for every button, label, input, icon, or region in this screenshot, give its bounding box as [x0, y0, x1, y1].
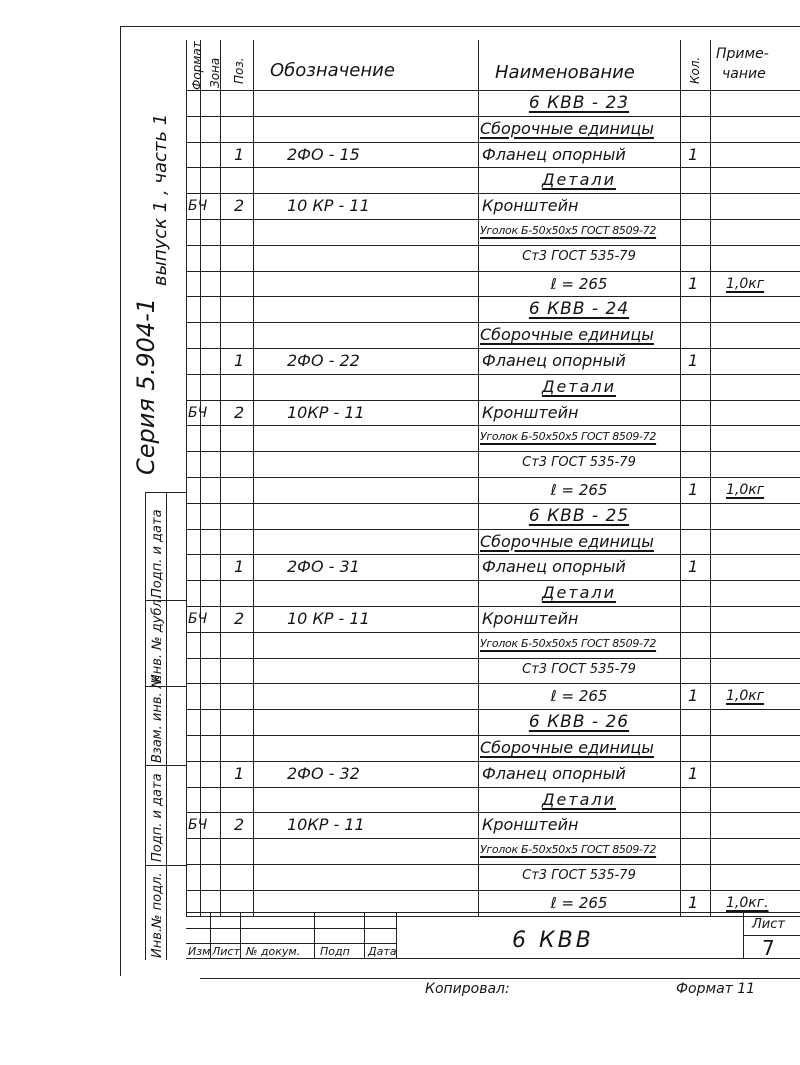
- table-row-line: [186, 374, 800, 375]
- table-row-line: [186, 271, 800, 272]
- name-cell: Сборочные единицы: [480, 118, 654, 138]
- table-header-line: [186, 90, 800, 91]
- name-cell: 6 КВВ - 26: [528, 712, 630, 733]
- name-cell: Кронштейн: [482, 402, 579, 422]
- note-cell: 1,0кг: [726, 688, 765, 705]
- table-row-line: [186, 425, 800, 426]
- table-row-line: [186, 812, 800, 813]
- header-zone: Зона: [208, 57, 222, 88]
- pos-cell: 2: [234, 402, 245, 422]
- series-label: Серия 5.904-1: [132, 297, 160, 475]
- pos-cell: 2: [234, 815, 245, 835]
- pos-cell: 1: [234, 351, 245, 370]
- name-cell: Сборочные единицы: [480, 531, 654, 551]
- table-row-line: [186, 709, 800, 710]
- format-cell: БЧ: [188, 198, 208, 215]
- table-row-line: [186, 683, 800, 684]
- name-cell: Детали: [541, 789, 617, 809]
- name-cell: Уголок Б-50х50х5 ГОСТ 8509-72: [480, 843, 657, 857]
- title-block-col: [364, 912, 365, 958]
- table-row-line: [186, 554, 800, 555]
- qty-cell: 1: [688, 557, 699, 577]
- name-cell: ℓ = 265: [550, 274, 608, 293]
- pos-cell: 1: [234, 144, 245, 164]
- title-col-label: Изм: [188, 945, 211, 958]
- note-cell: 1,0кг: [726, 275, 765, 292]
- pos-cell: 2: [234, 609, 245, 628]
- stamp-label: Взам. инв. №: [150, 674, 165, 763]
- name-cell: Ст3 ГОСТ 535-79: [522, 248, 636, 264]
- format-cell: БЧ: [188, 611, 208, 627]
- qty-cell: 1: [688, 273, 699, 293]
- qty-cell: 1: [688, 892, 699, 912]
- header-note-1: Приме-: [716, 46, 769, 62]
- name-cell: Детали: [541, 583, 617, 603]
- note-cell: 1,0кг: [726, 482, 765, 498]
- name-cell: Детали: [541, 376, 617, 396]
- pos-cell: 1: [234, 557, 245, 577]
- table-row-line: [186, 296, 800, 297]
- name-cell: Кронштейн: [482, 196, 579, 216]
- stamp-label: Инв. № дубл.: [150, 595, 165, 684]
- name-cell: Фланец опорный: [482, 351, 626, 370]
- header-pos: Поз.: [232, 57, 246, 84]
- table-row-line: [186, 167, 800, 168]
- table-row-line: [186, 219, 800, 220]
- designation-cell: 2ФО - 31: [287, 557, 360, 577]
- header-name: Наименование: [495, 62, 635, 83]
- designation-cell: 10 КР - 11: [287, 609, 370, 628]
- table-row-line: [186, 116, 800, 117]
- title-block-col: [314, 912, 315, 958]
- name-cell: Ст3 ГОСТ 535-79: [522, 868, 636, 883]
- designation-cell: 2ФО - 15: [287, 144, 360, 164]
- sheet-number: 7: [762, 936, 775, 960]
- qty-cell: 1: [688, 763, 699, 783]
- table-row-line: [186, 890, 800, 891]
- stamp-left-line: [145, 492, 146, 960]
- name-cell: Уголок Б-50х50х5 ГОСТ 8509-72: [480, 636, 657, 650]
- name-cell: Кронштейн: [482, 609, 579, 628]
- qty-cell: 1: [688, 351, 699, 370]
- format-cell: БЧ: [188, 817, 208, 834]
- note-cell: 1,0кг.: [726, 894, 769, 911]
- table-row-line: [186, 400, 800, 401]
- name-cell: Фланец опорный: [482, 763, 626, 783]
- table-row-line: [186, 658, 800, 659]
- name-cell: Ст3 ГОСТ 535-79: [522, 455, 636, 471]
- table-row-line: [186, 838, 800, 839]
- table-row-line: [186, 529, 800, 530]
- table-row-line: [186, 451, 800, 452]
- table-row-line: [186, 735, 800, 736]
- name-cell: ℓ = 265: [550, 893, 608, 912]
- frame-top-line: [120, 26, 800, 27]
- header-format: Формат: [190, 41, 204, 90]
- issue-label: выпуск 1 , часть 1: [150, 113, 171, 286]
- designation-cell: 10КР - 11: [287, 815, 365, 835]
- name-cell: Детали: [541, 170, 617, 190]
- name-cell: 6 КВВ - 23: [528, 93, 630, 113]
- frame-left-line: [120, 26, 121, 976]
- title-col-label: № докум.: [246, 945, 301, 958]
- title-block-bottom: [186, 958, 800, 959]
- table-row-line: [186, 322, 800, 323]
- table-row-line: [186, 916, 800, 917]
- title-block-top: [186, 912, 800, 913]
- stamp-label: Подп. и дата: [150, 773, 165, 862]
- table-row-line: [186, 580, 800, 581]
- header-qty: Кол.: [688, 56, 702, 84]
- title-col-label: Подп: [320, 945, 350, 958]
- table-row-line: [186, 245, 800, 246]
- name-cell: Фланец опорный: [482, 557, 626, 577]
- table-row-line: [186, 348, 800, 349]
- title-col-label: Дата: [368, 945, 397, 958]
- name-cell: ℓ = 265: [550, 687, 608, 706]
- sheet-label: Лист: [752, 917, 785, 932]
- qty-cell: 1: [688, 144, 699, 164]
- format-cell: БЧ: [188, 404, 208, 421]
- stamp-inner-line: [166, 492, 167, 960]
- qty-cell: 1: [688, 686, 699, 706]
- name-cell: Кронштейн: [482, 815, 579, 835]
- pos-cell: 2: [234, 196, 245, 216]
- designation-cell: 2ФО - 32: [287, 763, 360, 783]
- table-row-line: [186, 503, 800, 504]
- title-block-col: [240, 912, 241, 958]
- table-row-line: [186, 193, 800, 194]
- name-cell: Уголок Б-50х50х5 ГОСТ 8509-72: [480, 430, 657, 444]
- name-cell: Фланец опорный: [482, 144, 626, 164]
- name-cell: ℓ = 265: [550, 481, 608, 499]
- name-cell: Сборочные единицы: [480, 325, 654, 345]
- title-col-label: Лист: [212, 945, 240, 958]
- table-row-line: [186, 864, 800, 865]
- name-cell: Сборочные единицы: [480, 738, 654, 757]
- table-row-line: [186, 632, 800, 633]
- table-row-line: [186, 477, 800, 478]
- copied-by-label: Копировал:: [425, 981, 510, 997]
- format-label: Формат 11: [676, 981, 756, 997]
- qty-cell: 1: [688, 480, 699, 499]
- footer-line: [200, 978, 800, 979]
- name-cell: 6 КВВ - 24: [528, 299, 630, 320]
- table-row-line: [186, 606, 800, 607]
- designation-cell: 2ФО - 22: [287, 351, 360, 370]
- name-cell: 6 КВВ - 25: [528, 505, 630, 526]
- name-cell: Уголок Б-50х50х5 ГОСТ 8509-72: [480, 224, 657, 237]
- designation-cell: 10КР - 11: [287, 402, 365, 422]
- document-code: 6 КВВ: [512, 928, 594, 953]
- title-block-col: [743, 912, 744, 958]
- table-row-line: [186, 761, 800, 762]
- name-cell: Ст3 ГОСТ 535-79: [522, 661, 636, 677]
- header-note-2: чание: [722, 66, 766, 82]
- header-designation: Обозначение: [270, 60, 395, 81]
- stamp-label: Подп. и дата: [150, 509, 165, 598]
- pos-cell: 1: [234, 763, 245, 783]
- designation-cell: 10 КР - 11: [287, 196, 370, 216]
- stamp-label: Инв.№ подл.: [150, 872, 165, 958]
- table-row-line: [186, 142, 800, 143]
- table-row-line: [186, 787, 800, 788]
